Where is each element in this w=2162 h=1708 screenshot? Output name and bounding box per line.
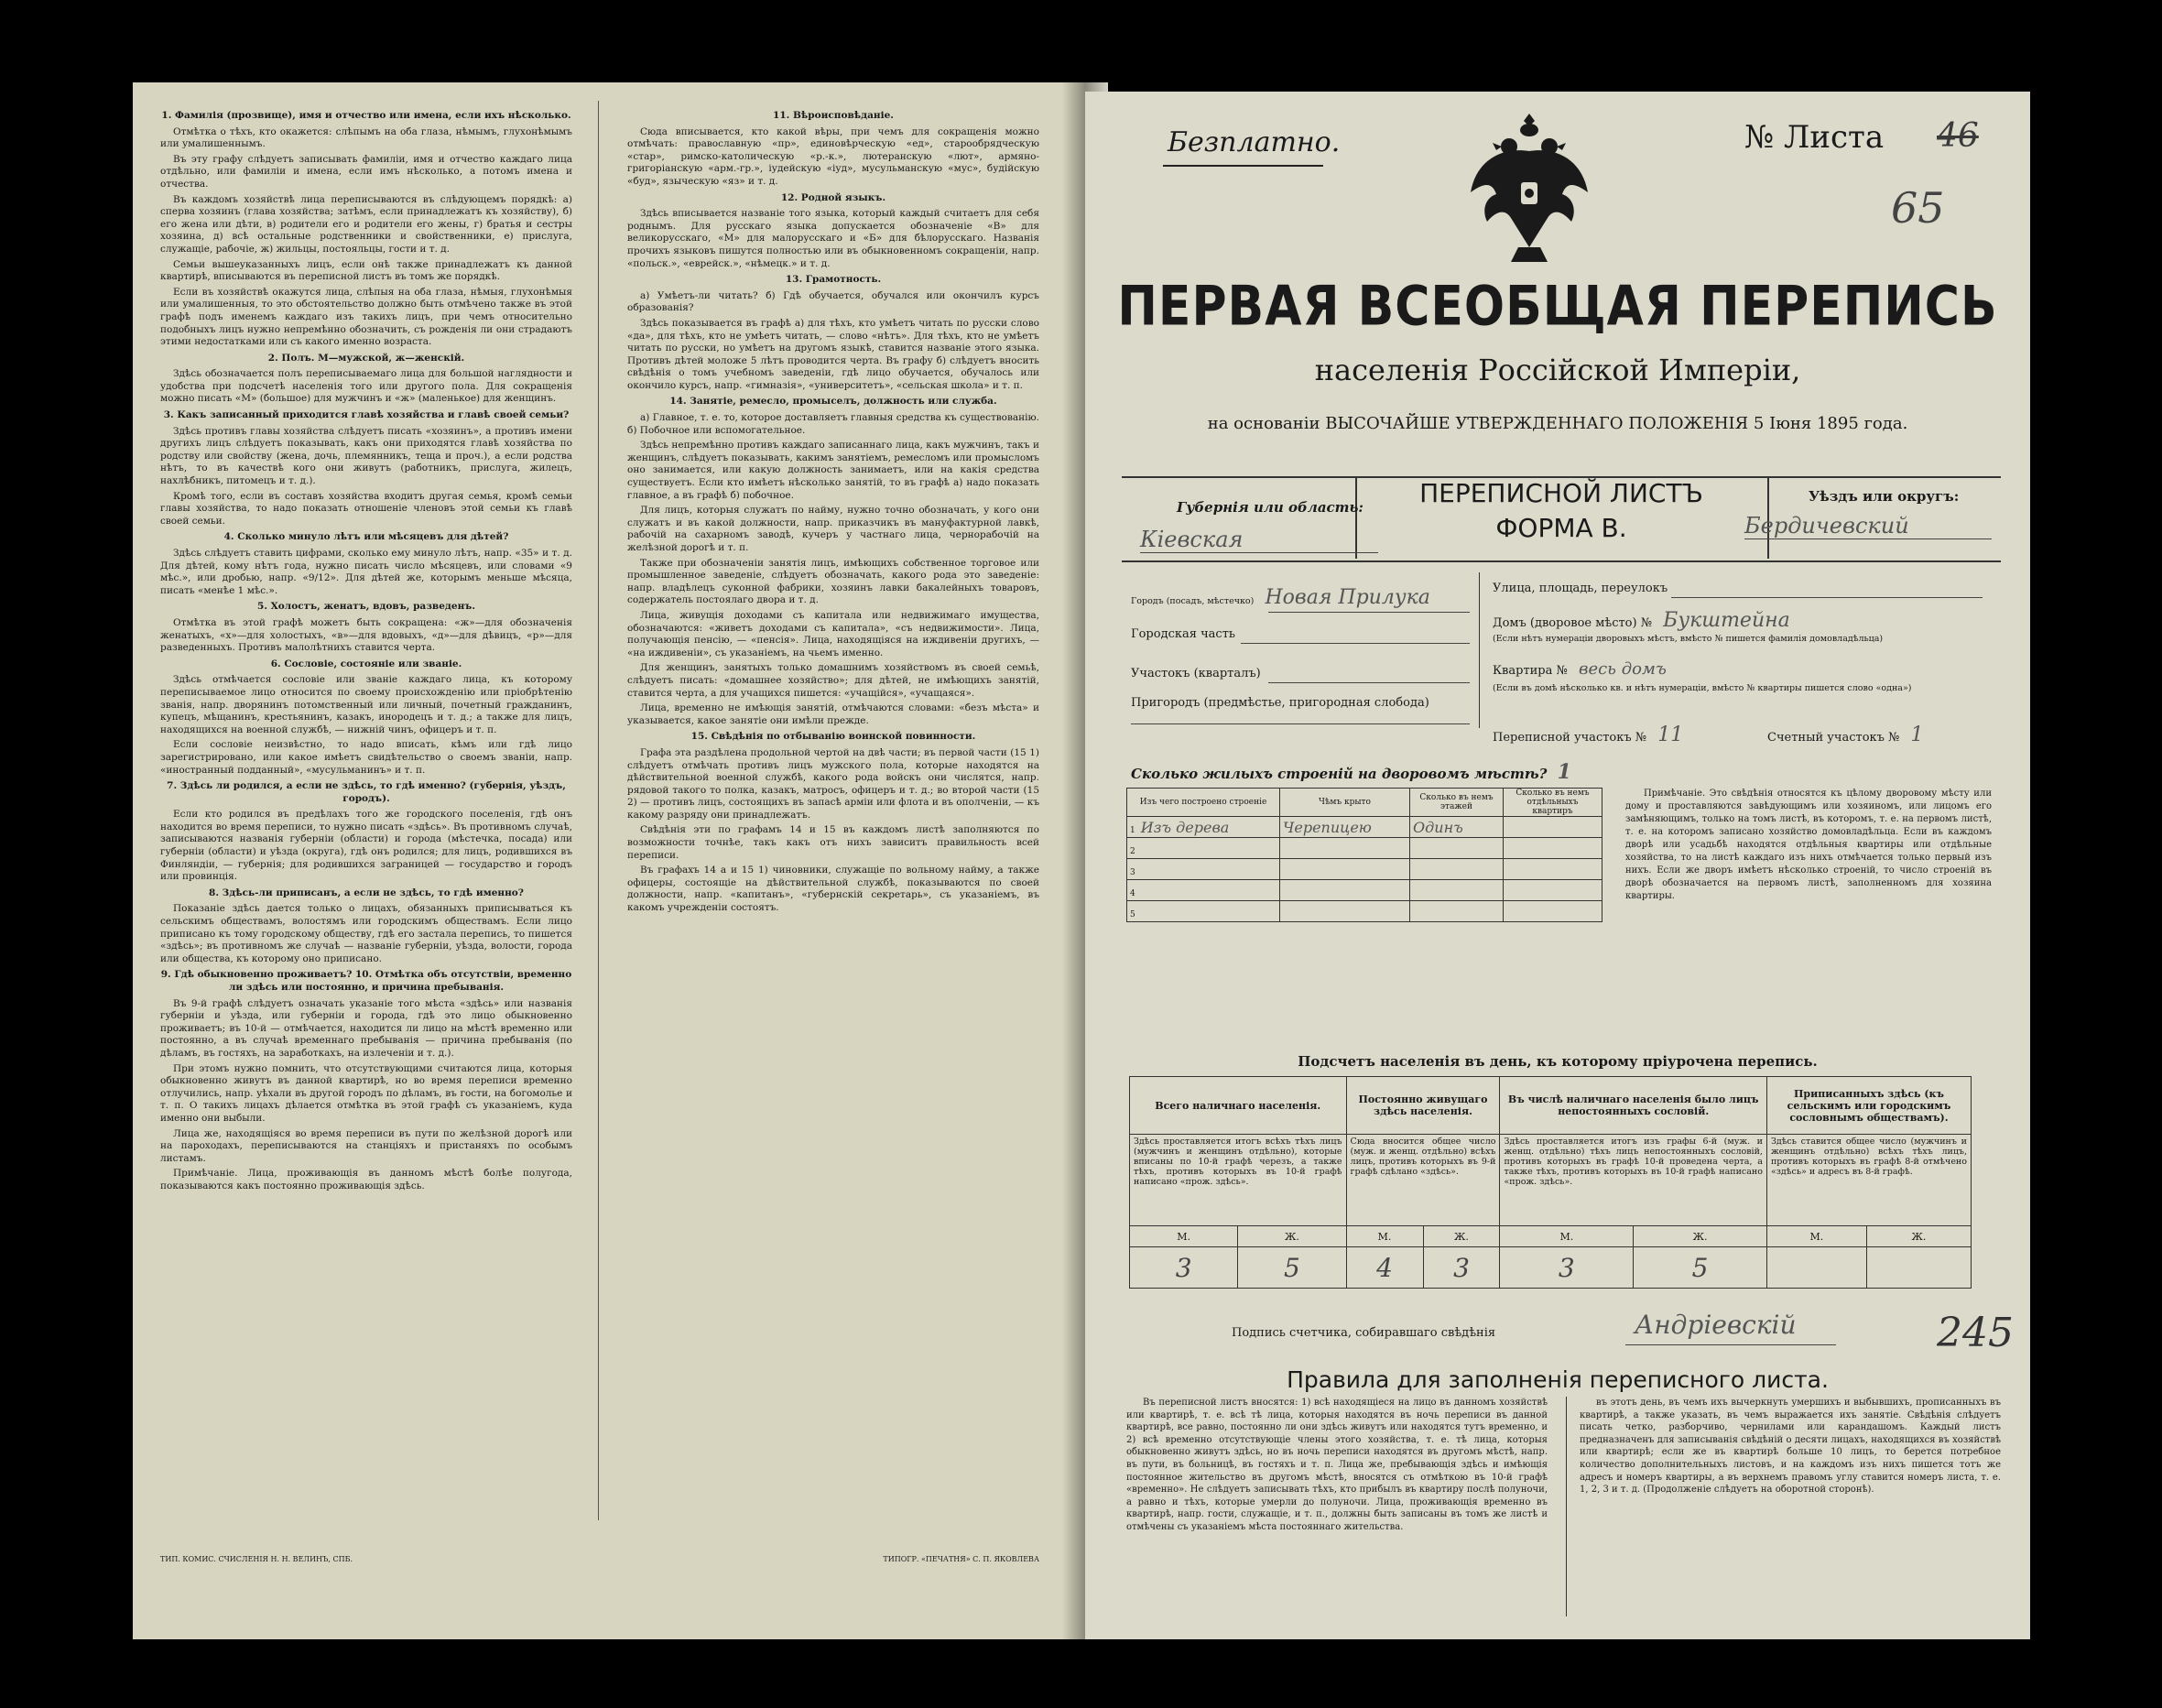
buildings-header-apartments: Сколько въ немъ отдѣльныхъ квартиръ xyxy=(1504,789,1602,817)
free-label: Безплатно. xyxy=(1168,126,1341,158)
apartment-field[interactable] xyxy=(1493,659,1667,679)
house-value: Букштейна xyxy=(1663,609,1790,632)
buildings-answer: 1 xyxy=(1557,760,1571,784)
province-label: Губернія или область: xyxy=(1177,499,1363,516)
handwritten-number-65: 65 xyxy=(1891,183,1945,233)
count-m-label: М. xyxy=(1500,1226,1634,1247)
row-number: 2 xyxy=(1130,846,1135,856)
census-district-field[interactable] xyxy=(1493,723,1683,746)
count-registered-men[interactable] xyxy=(1766,1247,1866,1289)
printer-imprint-right: ТИПОГР. «ПЕЧАТНЯ» С. П. ЯКОВЛЕВА xyxy=(883,1555,1039,1563)
house-label: Домъ (дворовое мѣсто) № xyxy=(1493,616,1653,630)
count-desc-total: Здѣсь проставляется итогъ всѣхъ тѣхъ лицъ (мужчинъ и женщинъ отдѣльно), которые вписаны по 10-й графѣ черезъ, а также тѣхъ, противъ которыхъ въ 10-й графѣ написано «прож. здѣсь». xyxy=(1130,1135,1347,1226)
instruction-paragraph: Здѣсь обозначается полъ переписываемаго лица для большой наглядности и удобства при подсчетѣ населенія того или другого пола. Для сокращенія можно писать «М» (большое) для мужчинъ и «ж» (маленькое) для женщинъ. xyxy=(160,368,572,405)
material-cell[interactable] xyxy=(1127,817,1280,838)
buildings-question[interactable] xyxy=(1131,760,1571,784)
buildings-table xyxy=(1126,788,1602,922)
instruction-paragraph: а) Умѣетъ-ли читать? б) Гдѣ обучается, обучался или окончилъ курсъ образованія? xyxy=(627,289,1039,314)
instruction-paragraph: Лица же, находящіяся во время переписи въ пути по желѣзной дорогѣ или на пароходахъ, переписываются на станціяхъ и пристаняхъ по особымъ листамъ. xyxy=(160,1127,572,1164)
count-desc-permanent: Сюда вносится общее число (муж. и женщ. отдѣльно) всѣхъ лицъ, противъ которыхъ въ 9-й графѣ сдѣлано «здѣсь». xyxy=(1346,1135,1500,1226)
census-district-value: 11 xyxy=(1657,723,1684,746)
instruction-heading: 3. Какъ записанный приходится главѣ хозяйства и главѣ своей семьи? xyxy=(163,409,570,421)
instruction-paragraph: Въ эту графу слѣдуетъ записывать фамиліи, имя и отчество каждаго лица отдѣльно, или фамиліи и имена, если имъ нѣсколько, а потомъ имена и отчества. xyxy=(160,153,572,190)
buildings-header-roof: Чѣмъ крыто xyxy=(1280,789,1410,817)
instruction-paragraph: Въ графахъ 14 а и 15 1) чиновники, служащіе по вольному найму, а также офицеры, состоящіе на дѣйствительной службѣ, показываются по своей должности, напр. «капитанъ», «губернскій секретарь», съ указаніемъ, въ какомъ учрежденіи состоятъ. xyxy=(627,865,1039,914)
count-m-label: М. xyxy=(1766,1226,1866,1247)
count-header-registered: Приписанныхъ здѣсь (къ сельскимъ или городскимъ сословнымъ обществамъ). xyxy=(1766,1077,1971,1135)
buildings-header-material: Изъ чего построено строеніе xyxy=(1127,789,1280,817)
rules-title: Правила для заполненія переписного листа. xyxy=(1287,1366,1829,1393)
count-desc-nonpermanent: Здѣсь проставляется итогъ изъ графы 6-й (муж. и женщ. отдѣльно) тѣхъ лицъ непостоянныхъ сословій, противъ которыхъ въ графѣ 10-й проведена черта, а также тѣхъ, противъ которыхъ въ 10-й графѣ написано «прож. здѣсь». xyxy=(1500,1135,1766,1226)
column-divider xyxy=(598,101,599,1520)
form-name-line-2: ФОРМА В. xyxy=(1495,513,1627,543)
row-number: 4 xyxy=(1130,888,1135,898)
buildings-question-label: Сколько жилыхъ строеній на дворовомъ мѣстѣ? xyxy=(1131,766,1548,782)
city-part-label: Городская часть xyxy=(1131,627,1235,641)
instruction-paragraph: Свѣдѣнія эти по графамъ 14 и 15 въ каждомъ листѣ заполняются по возможности точнѣе, такъ какъ отъ нихъ зависитъ правильность всей переписи. xyxy=(627,824,1039,861)
instruction-paragraph: Лица, временно не имѣющія занятій, отмѣчаются словами: «безъ мѣста» и указывается, какое занятіе они имѣли прежде. xyxy=(627,702,1039,726)
instructions-column-2 xyxy=(627,106,1039,1517)
instruction-heading: 14. Занятіе, ремесло, промыселъ, должность или служба. xyxy=(669,396,997,408)
instruction-heading: 8. Здѣсь-ли приписанъ, а если не здѣсь, то гдѣ именно? xyxy=(209,887,524,898)
instruction-paragraph: Примѣчаніе. Лица, проживающія въ данномъ мѣстѣ болѣе полугода, показываются какъ постоянно проживающія здѣсь. xyxy=(160,1168,572,1191)
instruction-paragraph: Если кто родился въ предѣлахъ того же городского поселенія, гдѣ онъ находится во время переписи, то нужно писать «здѣсь». Въ противномъ случаѣ, записываются названія губерніи (области) и города (мѣстечка, посада) или губерніи (области) и уѣзда (округа), гдѣ онъ родился; для лицъ, родившихся въ Финляндіи, — губернія; для родившихся заграницей — государство и городъ или провинція. xyxy=(160,809,572,883)
buildings-row xyxy=(1127,817,1602,838)
instruction-paragraph: Графа эта раздѣлена продольной чертой на двѣ части; въ первой части (15 1) слѣдуетъ отмѣчать противъ лицъ мужского пола, которые находятся на дѣйствительной военной службѣ, какого рода войскъ они числятся, напр. рядовой такого то полка, казакъ, матросъ, офицеръ и т. д.; во второй части (15 2) — противъ лицъ, состоящихъ въ запасѣ арміи или флота и въ ополченіи, — къ какому разряду они принадлежатъ. xyxy=(627,746,1039,821)
buildings-table-header xyxy=(1127,789,1602,817)
instruction-heading: 5. Холостъ, женатъ, вдовъ, разведенъ. xyxy=(257,601,475,613)
handwritten-number-245: 245 xyxy=(1937,1310,2014,1356)
instruction-paragraph: Семьи вышеуказанныхъ лицъ, если онѣ также принадлежатъ къ данной квартирѣ, вписываются въ переписной листъ въ томъ же порядкѣ. xyxy=(160,258,572,283)
count-m-label: М. xyxy=(1130,1226,1238,1247)
enumerator-signature-label: Подпись счетчика, собиравшаго свѣдѣнія xyxy=(1232,1326,1496,1340)
row-number: 1 xyxy=(1130,825,1135,835)
count-header-permanent: Постоянно живущаго здѣсь населенія. xyxy=(1346,1077,1500,1135)
suburb-field xyxy=(1131,696,1429,710)
instruction-paragraph: Здѣсь слѣдуетъ ставить цифрами, сколько ему минуло лѣтъ, напр. «35» и т. д. Для дѣтей, кому нѣтъ года, нужно писать число мѣсяцевъ, или словами «9 мѣс.», или дробью, напр. «9/12». Для дѣтей же, которымъ меньше мѣсяца, писать «менѣе 1 мѣс.». xyxy=(160,548,572,596)
street-underline xyxy=(1671,597,1983,598)
counting-district-value: 1 xyxy=(1910,723,1924,746)
roof-cell[interactable] xyxy=(1280,838,1410,859)
house-field[interactable] xyxy=(1493,609,1790,632)
instruction-paragraph: Въ 9-й графѣ слѣдуетъ означать указаніе того мѣста «здѣсь» или названія губерніи и уѣзда, или губерніи и города, гдѣ это лицо обыкновенно проживаетъ; въ 10-й — отмѣчается, находится ли лицо на мѣстѣ временно или постоянно, а въ случаѣ временнаго пребыванія — причина пребыванія (по дѣламъ, въ гостяхъ, на заработкахъ, на излеченіи и т. д.). xyxy=(160,997,572,1059)
apartments-cell[interactable] xyxy=(1504,880,1602,901)
buildings-header-floors: Сколько въ немъ этажей xyxy=(1410,789,1504,817)
instruction-heading: 13. Грамотность. xyxy=(785,274,882,286)
instruction-paragraph: При этомъ нужно помнить, что отсутствующими считаются лица, которыя обыкновенно живутъ въ данной квартирѣ, но во время переписи временно отлучились, напр. уѣхали въ другой городъ по дѣламъ, въ гости, на богомолье и т. п. О такихъ лицахъ дѣлается отмѣтка въ этой графѣ съ указаніемъ, куда именно они выбыли. xyxy=(160,1062,572,1124)
instruction-heading: 2. Полъ. М—мужской, ж—женскій. xyxy=(267,352,465,364)
census-subtitle: населенія Россійской Имперіи, xyxy=(1314,353,1801,387)
instruction-paragraph: Сюда вписывается, кто какой вѣры, при чемъ для сокращенія можно отмѣчать: православную «пр», единовѣрческую «ед», старообрядческую «стар», римско-католическую «р.-к.», лютеранскую «лют», армяно-григоріанскую «арм.-гр.», іудейскую «іуд», мусульманскую «мус», будійскую «буд», языческую «яз» и т. д. xyxy=(627,125,1039,187)
count-header-nonpermanent: Въ числѣ наличнаго населенія было лицъ непостоянныхъ сословій. xyxy=(1500,1077,1766,1135)
street-label: Улица, площадь, переулокъ xyxy=(1493,582,1668,595)
instruction-paragraph: Отмѣтка о тѣхъ, кто окажется: слѣпымъ на оба глаза, нѣмымъ, глухонѣмымъ или умалишеннымъ. xyxy=(160,125,572,150)
city-underline xyxy=(1268,612,1470,613)
instruction-paragraph: Лица, живущія доходами съ капитала или недвижимаго имущества, обозначаются: «живетъ доходами съ капитала», «съ недвижимости». Лица, получающія пенсію, — «пенсія». Лица, находящіяся на иждивеніи другихъ, — «на иждивеніи», съ указаніемъ, на чьемъ именно. xyxy=(627,609,1039,658)
suburb-underline xyxy=(1131,723,1470,724)
instruction-heading: 7. Здѣсь ли родился, а если не здѣсь, то гдѣ именно? (губернія, уѣздъ, городъ). xyxy=(167,780,566,804)
material-cell[interactable] xyxy=(1127,901,1280,922)
count-desc-registered: Здѣсь ставится общее число (мужчинъ и женщинъ отдѣльно) всѣхъ тѣхъ лицъ, противъ которыхъ въ графѣ 8-й отмѣчено «здѣсь» и адресъ въ 8-й графѣ. xyxy=(1766,1135,1971,1226)
census-form-page xyxy=(1085,92,2030,1639)
row-number: 5 xyxy=(1130,909,1135,919)
instruction-heading: 6. Сословіе, состояніе или званіе. xyxy=(270,658,462,669)
instruction-paragraph: Кромѣ того, если въ составъ хозяйства входитъ другая семья, кромѣ семьи главы хозяйства, то надо показать отношеніе членовъ этой семьи къ главѣ своей семьи. xyxy=(160,490,572,527)
floors-cell[interactable] xyxy=(1410,880,1504,901)
instruction-paragraph: Если сословіе неизвѣстно, то надо вписать, кѣмъ или гдѣ лицо зарегистрировано, или какое имѣетъ свидѣтельство о своемъ званіи, напр. «иностранный подданный», «мусульманинъ» и т. п. xyxy=(160,739,572,776)
material-cell[interactable] xyxy=(1127,859,1280,880)
buildings-row xyxy=(1127,901,1602,922)
rules-column-1 xyxy=(1126,1397,1548,1616)
count-zh-label: Ж. xyxy=(1238,1226,1346,1247)
floors-cell[interactable] xyxy=(1410,838,1504,859)
form-name-line-1: ПЕРЕПИСНОЙ ЛИСТЪ xyxy=(1419,478,1703,508)
rules-text-1: Въ переписной листъ вносятся: 1) всѣ находящіеся на лицо въ данномъ хозяйствѣ или квартирѣ, т. е. всѣ тѣ лица, которыя находятся въ ночь переписи въ данной квартирѣ, все равно, постоянно ли они здѣсь живутъ или находятся тутъ временно, и 2) всѣ временно отсутствующіе члены этого хозяйства, т. е. тѣ лица, которыя обыкновенно живутъ здѣсь, но въ ночь переписи находятся въ другомъ мѣстѣ, напр. въ пути, въ больницѣ, въ гостяхъ и т. п. Лица же, пребывающія здѣсь и имѣющія постоянное жительство въ другомъ мѣстѣ, вносятся съ отмѣткою въ 10-й графѣ «временно». Не слѣдуетъ записывать тѣхъ, кто прибылъ въ квартиру послѣ полуночи, а равно и тѣхъ, которые умерли до полуночи. Лица, проживающія временно въ квартирѣ, напр. гости, служащіе, и т. п., должны быть записаны въ томъ же листѣ и отмѣчены съ указаніемъ мѣста постояннаго жительства. xyxy=(1126,1398,1548,1532)
instruction-paragraph: Также при обозначеніи занятія лицъ, имѣющихъ собственное торговое или промышленное заведеніе, слѣдуетъ обозначать, какого рода это заведеніе: напр. владѣлецъ суконной фабрики, хозяинъ лавки бакалейныхъ товаровъ, содержатель постоялаго двора и т. д. xyxy=(627,557,1039,606)
form-name xyxy=(1369,476,1754,546)
count-nonpermanent-women[interactable]: 5 xyxy=(1634,1247,1767,1289)
population-count-table xyxy=(1129,1076,1972,1289)
rules-divider xyxy=(1566,1397,1567,1616)
material-cell[interactable] xyxy=(1127,880,1280,901)
buildings-row xyxy=(1127,838,1602,859)
left-page-footer xyxy=(160,1555,1039,1563)
floors-cell[interactable] xyxy=(1410,901,1504,922)
rules-text-2: въ этотъ день, въ чемъ ихъ вычеркнуть умершихъ и выбывшихъ, прописанныхъ въ квартирѣ, а также указать, въ чемъ выражается ихъ занятіе. Свѣдѣнія слѣдуетъ писать четко, разборчиво, чернилами или карандашомъ. Каждый листъ предназначенъ для записыванія свѣдѣній о десяти лицахъ, находящихся въ хозяйствѣ или квартирѣ; если же въ квартирѣ больше 10 лицъ, то берется потребное количество дополнительныхъ листовъ, и на каждомъ изъ нихъ пишется тотъ же адресъ и номеръ квартиры, а въ верхнемъ правомъ углу ставится номеръ листа, т. е. 1, 2, 3 и т. д. (Продолженіе слѣдуетъ на оборотной сторонѣ). xyxy=(1580,1398,2001,1496)
city-part-underline xyxy=(1241,643,1470,644)
free-underline xyxy=(1163,165,1323,167)
house-note: (Если нѣтъ нумераціи дворовыхъ мѣстъ, вмѣсто № пишется фамилія домовладѣльца) xyxy=(1493,634,1884,644)
count-header-total: Всего наличнаго населенія. xyxy=(1130,1077,1347,1135)
material-value: Изъ дерева xyxy=(1140,818,1230,836)
suburb-label: Пригородъ (предмѣстье, пригородная слобода) xyxy=(1131,696,1429,710)
instruction-paragraph: Здѣсь отмѣчается сословіе или званіе каждаго лица, къ которому переписываемое лицо относится по своему происхожденію или пріобрѣтенію званія, напр. дворянинъ потомственный или личный, почетный гражданинъ, купецъ, мѣщанинъ, крестьянинъ, казакъ, инородецъ и т. д.; а также для лицъ, находящихся на военной службѣ, — нижній чинъ, офицеръ и т. п. xyxy=(160,674,572,735)
rules-column-2 xyxy=(1580,1397,2001,1616)
roof-cell[interactable] xyxy=(1280,901,1410,922)
instruction-paragraph: Здѣсь вписывается названіе того языка, который каждый считаетъ для себя роднымъ. Для русскаго языка допускается обозначеніе «В» для великорусскаго, «М» для малорусскаго и «Б» для бѣлорусскаго. Названія прочихъ языковъ пишутся полностью или въ обыкновенномъ сокращеніи, напр. «польск.», «еврейск.», «нѣмецк.» и т. д. xyxy=(627,208,1039,269)
instruction-heading: 11. Вѣроисповѣданіе. xyxy=(773,110,894,121)
instruction-paragraph: Здѣсь противъ главы хозяйства слѣдуетъ писать «хозяинъ», а противъ имени другихъ лицъ слѣдуетъ показывать, какъ они приходятся главѣ хозяйства по родству или свойству (жена, дочь, племянникъ, теща и проч.), а если родства нѣтъ, то въ качествѣ кого они живутъ (работникъ, прислуга, жилецъ, нахлѣбникъ, питомецъ и т. д.). xyxy=(160,425,572,487)
census-title: ПЕРВАЯ ВСЕОБЩАЯ ПЕРЕПИСЬ xyxy=(1117,275,1998,339)
sheet-number-handwritten: 46 xyxy=(1937,117,1979,155)
instruction-paragraph: Здѣсь непремѣнно противъ каждаго записаннаго лица, какъ мужчинъ, такъ и женщинъ, слѣдуетъ показывать, какимъ занятіемъ, ремесломъ или промысломъ оно занимается, или какую должность занимаетъ, или на какія средства существуетъ. Если кто имѣетъ нѣсколько занятій, то въ графѣ а) надо показать главное, а въ графѣ б) побочное. xyxy=(627,440,1039,501)
buildings-row xyxy=(1127,859,1602,880)
roof-cell[interactable] xyxy=(1280,859,1410,880)
left-page-instructions xyxy=(133,82,1085,1639)
enumerator-signature[interactable]: Андріевскій xyxy=(1635,1310,1797,1340)
count-zh-label: Ж. xyxy=(1423,1226,1500,1247)
instruction-paragraph: Для женщинъ, занятыхъ только домашнимъ хозяйствомъ въ своей семьѣ, слѣдуетъ писать: «домашнее хозяйство»; для дѣтей, не имѣющихъ занятій, ставится черта, а для учащихся пишется: «учащійся», «учащаяся». xyxy=(627,662,1039,699)
roof-cell[interactable] xyxy=(1280,880,1410,901)
double-headed-eagle-icon xyxy=(1465,110,1593,266)
count-zh-label: Ж. xyxy=(1634,1226,1767,1247)
apartment-label: Квартира № xyxy=(1493,664,1568,678)
instruction-paragraph: Для лицъ, которыя служатъ по найму, нужно точно обозначать, у кого они служатъ и въ какой должности, напр. приказчикъ въ мануфактурной лавкѣ, рабочій на сахарномъ заводѣ, кучеръ у частнаго лица, чернорабочій на желѣзной дорогѣ и т. п. xyxy=(627,505,1039,553)
instruction-paragraph: Если въ хозяйствѣ окажутся лица, слѣпыя на оба глаза, нѣмыя, глухонѣмыя или умалишенныя, то это обстоятельство должно быть отмѣчено также въ этой графѣ подъ именемъ каждаго изъ такихъ лицъ, при чемъ относительно подобныхъ лицъ нужно непремѣнно обозначить, съ рожденія ли они страдаютъ этими недостатками или съ какого именно возраста. xyxy=(160,286,572,348)
apartments-cell[interactable] xyxy=(1504,838,1602,859)
count-m-label: М. xyxy=(1346,1226,1423,1247)
instruction-paragraph: Отмѣтка въ этой графѣ можетъ быть сокращена: «ж»—для обозначенія женатыхъ, «х»—для холостыхъ, «в»—для вдовыхъ, «д»—для дѣвицъ, «р»—для разведенныхъ. Противъ малолѣтнихъ ставится черта. xyxy=(160,616,572,654)
count-zh-label: Ж. xyxy=(1866,1226,1971,1247)
province-value[interactable]: Кіевская xyxy=(1140,527,1378,553)
instruction-paragraph: Здѣсь показывается въ графѣ а) для тѣхъ, кто умѣетъ читать по русски слово «да», для тѣхъ, кто не умѣетъ читать, — слово «нѣтъ». Для тѣхъ, кто не умѣетъ читать по русски, но умѣетъ на другомъ языкѣ, ставится названіе этого языка. Противъ дѣтей моложе 5 лѣтъ проводится черта. Въ графу б) слѣдуетъ вносить свѣдѣнія о томъ учебномъ заведеніи, гдѣ лицо обучается, обучалось или окончило курсъ, напр. «гимназія», «университетъ», «сельская школа» и т. п. xyxy=(627,317,1039,391)
apartments-cell[interactable] xyxy=(1504,859,1602,880)
census-district-label: Переписной участокъ № xyxy=(1493,731,1647,745)
district-underline xyxy=(1268,682,1470,683)
counting-district-label: Счетный участокъ № xyxy=(1767,731,1900,745)
uezd-value[interactable]: Бердичевский xyxy=(1744,513,1992,539)
city-label: Городъ (посадъ, мѣстечко) xyxy=(1131,596,1255,606)
instruction-heading: 15. Свѣдѣнія по отбыванію воинской повинности. xyxy=(690,731,976,743)
count-total-women[interactable]: 5 xyxy=(1238,1247,1346,1289)
material-cell[interactable] xyxy=(1127,838,1280,859)
instruction-paragraph: Въ каждомъ хозяйствѣ лица переписываются въ слѣдующемъ порядкѣ: а) сперва хозяинъ (глава хозяйства; затѣмъ, если принадлежатъ къ хозяйству), б) его жена или дѣти, в) родители его и родители его жены, г) братья и сестры хозяина, д) всѣ остальные родственники и свойственники, е) прислуга, служащіе, рабочіе, ж) жильцы, постояльцы, гости и т. д. xyxy=(160,193,572,255)
floors-cell[interactable] xyxy=(1410,859,1504,880)
count-nonpermanent-men[interactable]: 3 xyxy=(1500,1247,1634,1289)
apartment-value: весь домъ xyxy=(1578,659,1667,679)
census-legal-basis: на основаніи ВЫСОЧАЙШЕ УТВЕРЖДЕННАГО ПОЛОЖЕНІЯ 5 Іюня 1895 года. xyxy=(1207,414,1908,433)
population-count-title: Подсчетъ населенія въ день, къ которому пріурочена перепись. xyxy=(1298,1053,1818,1070)
instruction-heading: 4. Сколько минуло лѣтъ или мѣсяцевъ для дѣтей? xyxy=(223,531,509,543)
address-divider xyxy=(1479,572,1480,728)
instruction-paragraph: Показаніе здѣсь дается только о лицахъ, обязанныхъ приписываться къ сельскимъ обществамъ, волостямъ или городскимъ обществамъ. Если лицо приписано къ тому городскому обществу, гдѣ его застала перепись, то пишется «здѣсь»; въ противномъ же случаѣ — названіе губерніи, уѣзда, волости, города или общества, къ которому оно приписано. xyxy=(160,903,572,964)
city-value: Новая Прилука xyxy=(1265,586,1430,609)
buildings-row xyxy=(1127,880,1602,901)
row-number: 3 xyxy=(1130,867,1135,877)
city-field[interactable] xyxy=(1131,586,1430,609)
instruction-paragraph: а) Главное, т. е. то, которое доставляетъ главныя средства къ существованію. б) Побочное или вспомогательное. xyxy=(627,412,1039,436)
instruction-heading: 1. Фамилія (прозвище), имя и отчество или имена, если ихъ нѣсколько. xyxy=(161,110,571,121)
counting-district-field[interactable] xyxy=(1767,723,1924,746)
floors-cell[interactable]: Одинъ xyxy=(1410,817,1504,838)
count-registered-women[interactable] xyxy=(1866,1247,1971,1289)
buildings-note: Примѣчаніе. Это свѣдѣнія относятся къ цѣлому дворовому мѣсту или дому и проставляются завѣдующимъ или хозяиномъ, или лицомъ его замѣняющимъ, только на томъ листѣ, въ которомъ, т. е. на первомъ листѣ, т. е. на которомъ записано хозяйство домовладѣльца. Если въ каждомъ дворѣ или усадьбѣ находятся отдѣльныя квартиры или отдѣльные хозяйства, то на листѣ каждаго изъ нихъ отмѣчается только первый изъ нихъ. Если же дворъ имѣетъ нѣсколько строеній, то число строеній въ дворѣ обозначается на первомъ листѣ, заполненномъ для хозяина квартиры. xyxy=(1625,789,1992,901)
instruction-heading: 12. Родной языкъ. xyxy=(780,191,886,203)
sheet-number-label: № Листа xyxy=(1744,119,1885,156)
apartments-cell[interactable] xyxy=(1504,817,1602,838)
roof-cell[interactable]: Черепицею xyxy=(1280,817,1410,838)
printer-imprint-left: ТИП. КОМИС. СЧИСЛЕНІЯ Н. Н. ВЕЛИНЪ, СПБ. xyxy=(160,1555,353,1563)
signature-underline xyxy=(1625,1344,1836,1345)
instruction-heading: 9. Гдѣ обыкновенно проживаетъ? 10. Отмѣтка объ отсутствіи, временно ли здѣсь или постоянно, и причина пребыванія. xyxy=(160,969,572,993)
uezd-label: Уѣздъ или округъ: xyxy=(1809,488,1960,505)
count-permanent-men[interactable]: 4 xyxy=(1346,1247,1423,1289)
district-label: Участокъ (кварталъ) xyxy=(1131,667,1261,680)
count-total-men[interactable]: 3 xyxy=(1130,1247,1238,1289)
apartments-cell[interactable] xyxy=(1504,901,1602,922)
apartment-note: (Если въ домѣ нѣсколько кв. и нѣтъ нумераціи, вмѣсто № квартиры пишется слово «одна») xyxy=(1493,683,1912,693)
instructions-column-1 xyxy=(160,106,572,1517)
count-permanent-women[interactable]: 3 xyxy=(1423,1247,1500,1289)
